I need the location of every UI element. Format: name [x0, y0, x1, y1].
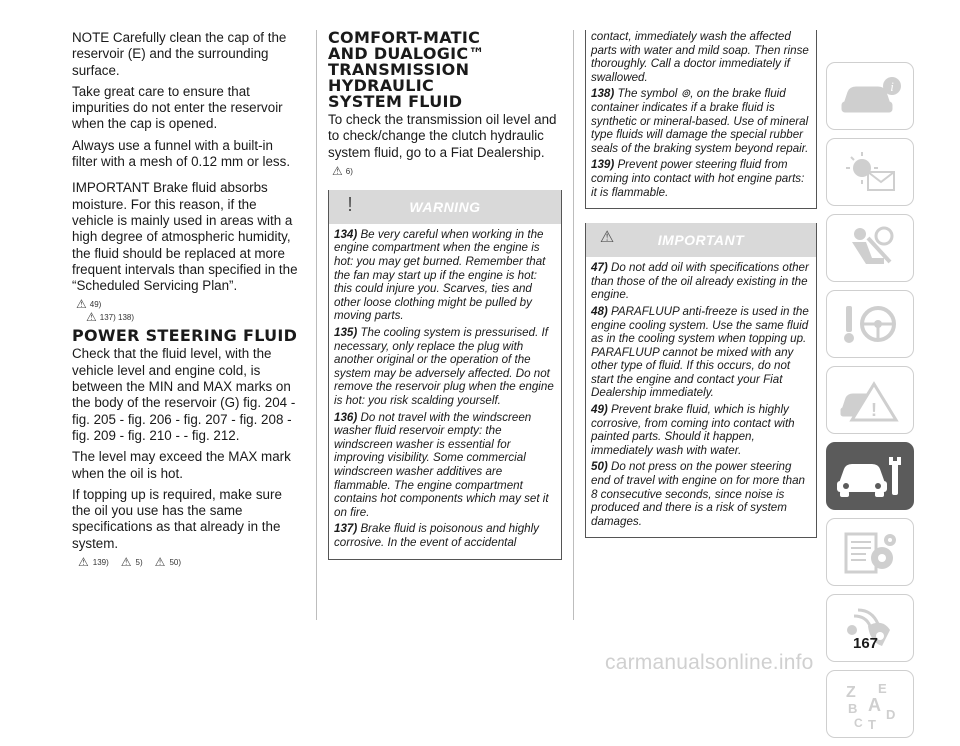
warning-exclamation-icon: !	[347, 193, 353, 216]
svg-text:i: i	[890, 79, 894, 94]
important-item	[591, 261, 811, 302]
item-number: 137)	[334, 522, 358, 536]
airbag-seat-icon	[838, 224, 902, 272]
car-emergency-icon	[838, 376, 902, 424]
important-item	[591, 403, 811, 457]
important-title: IMPORTANT	[657, 232, 745, 249]
item-number: 138)	[591, 87, 615, 101]
svg-text:!: !	[871, 400, 877, 420]
column-1	[72, 30, 300, 570]
reference-marks	[78, 555, 300, 570]
paragraph: Check that the fluid level, with the vehicle level and engine cold, is between the MIN and MAX marks on the body of the reservoir (G) fig. 204 - fig. 205 - fig. 206 - fig. 207 - fig. 208 - fig. 209 - fig. 210 - - fig. 212.	[72, 346, 296, 443]
index-letters-icon	[838, 679, 902, 729]
reference-marks	[332, 163, 562, 178]
reference-number: 6)	[345, 166, 353, 176]
item-text: PARAFLUUP anti-freeze is used in the engine cooling system. Use the same fluid as in the cooling system when topping up. PARAFLUUP cannot be mixed with any other type of fluid. If this occurs, do not start the engine and contact your Fiat Dealership immediately.	[591, 304, 809, 400]
svg-text:T: T	[868, 717, 876, 729]
warning-title: WARNING	[409, 198, 481, 215]
svg-text:E: E	[878, 681, 887, 696]
reference-marks	[76, 297, 300, 312]
important-box-body	[586, 257, 816, 537]
car-warning-icon: ⚠	[332, 163, 343, 178]
column-divider	[316, 30, 317, 620]
page-number: 167	[853, 635, 879, 652]
car-warning-icon: ⚠	[154, 555, 166, 570]
item-text: Be very careful when working in the engine compartment when the engine is hot: you may get burned. Remember that the fan may start up if the engine is hot: this could injure you. Scarves, ties and other loose clothing might be pulled by moving parts.	[334, 227, 546, 323]
reference-number: 49)	[89, 300, 102, 310]
chapter-tab-warning-lights[interactable]	[826, 138, 914, 206]
paragraph: If topping up is required, make sure the oil you use has the same specifications as that already in the system.	[72, 486, 282, 551]
warning-box	[328, 190, 562, 560]
reference-marks	[86, 310, 300, 325]
item-number: 48)	[591, 304, 608, 318]
warning-item	[334, 411, 556, 520]
chapter-tab-emergency[interactable]	[826, 366, 914, 434]
chapter-tab-index[interactable]	[826, 670, 914, 738]
warning-lights-icon	[838, 148, 902, 196]
item-number: 135)	[334, 326, 358, 340]
chapter-tab-maintenance[interactable]	[826, 442, 914, 510]
item-text: Brake fluid is poisonous and highly corrosive. In the event of accidental	[334, 522, 539, 549]
car-warning-icon: ⚠	[599, 229, 615, 247]
paragraph: Always use a funnel with a built-in filter with a mesh of 0.12 mm or less.	[72, 137, 291, 170]
item-text: Do not travel with the windscreen washer fluid reservoir empty: the windscreen washer is essential for improving visibility. Some commercial windscreen washer additives are flammable. The engine compartment contains hot components which may set it on fire.	[334, 410, 549, 519]
warning-triangle-icon: ⚠	[76, 297, 87, 312]
reference-number: 139)	[92, 558, 109, 568]
warning-box-body	[329, 224, 561, 559]
item-text: Prevent power steering fluid from coming into contact with hot engine parts: it is flammable.	[591, 158, 805, 199]
warning-item	[334, 228, 556, 323]
chapter-tab-safety[interactable]	[826, 214, 914, 282]
warning-triangle-icon: ⚠	[78, 555, 89, 570]
warning-triangle-icon: ⚠	[86, 310, 97, 325]
item-text: Do not add oil with specifications other than those of the oil already existing in the engine.	[591, 261, 809, 302]
important-box-header	[586, 223, 816, 257]
column-2	[328, 30, 562, 560]
important-box	[585, 223, 817, 538]
car-warning-icon: ⚠	[120, 555, 132, 570]
reference-number: 137) 138)	[99, 313, 135, 323]
item-number: 136)	[334, 410, 358, 424]
car-maintenance-icon	[835, 451, 905, 501]
svg-text:C: C	[854, 716, 863, 729]
warning-box-header	[329, 190, 561, 224]
item-number: 50)	[591, 460, 608, 474]
section-heading: POWER STEERING FLUID	[72, 326, 298, 346]
item-text: contact, immediately wash the affected parts with water and mild soap. Then rinse thoroughly. Call a doctor immediately if swallowed.	[591, 30, 809, 84]
item-number: 134)	[334, 227, 358, 241]
column-divider	[573, 30, 574, 620]
paragraph: IMPORTANT Brake fluid absorbs moisture. For this reason, if the vehicle is mainly used in areas with a high degree of atmospheric humidity, the fluid should be replaced at more frequent intervals than specified in the “Scheduled Servicing Plan”.	[72, 180, 298, 294]
svg-text:D: D	[886, 707, 896, 722]
steering-wheel-key-icon	[838, 300, 902, 348]
paragraph: Take great care to ensure that impurities do not enter the reservoir when the cap is opened.	[72, 83, 283, 132]
paragraph: To check the transmission oil level and to check/change the clutch hydraulic system fluid, go to a Fiat Dealership.	[328, 112, 557, 160]
item-text: Do not press on the power steering end of travel with engine on for more than 8 consecutive seconds, since noise is produced and there is a risk of system damages.	[591, 460, 805, 528]
paragraph: The level may exceed the MAX mark when the oil is hot.	[72, 449, 291, 481]
chapter-tab-technical-data[interactable]	[826, 518, 914, 586]
important-item	[591, 460, 811, 528]
warning-item	[591, 158, 811, 199]
item-number: 49)	[591, 403, 608, 417]
item-number: 139)	[591, 158, 615, 172]
item-text: The symbol ⊚, on the brake fluid container indicates if a brake fluid is synthetic or mineral-based. Use of mineral type fluids will damage the special rubber seals of the braking system beyond repair.	[591, 87, 809, 155]
item-text: Prevent brake fluid, which is highly corrosive, from coming into contact with painted parts. Should it happen, immediately wash with water.	[591, 403, 795, 457]
chapter-tab-car-info[interactable]	[826, 62, 914, 130]
technical-data-icon	[838, 528, 902, 576]
warning-box-continued	[585, 30, 817, 209]
section-heading: COMFORT-MATIC AND DUALOGIC™ TRANSMISSION HYDRAULIC SYSTEM FLUID	[328, 28, 485, 111]
item-number: 47)	[591, 261, 608, 275]
paragraph: NOTE Carefully clean the cap of the reservoir (E) and the surrounding surface.	[72, 30, 287, 78]
svg-text:B: B	[848, 701, 858, 716]
important-item	[591, 305, 811, 400]
item-text: The cooling system is pressurised. If necessary, only replace the plug with another original or the operation of the system may be adversely affected. Do not remove the reservoir plug when the engine is hot: you risk scalding yourself.	[334, 326, 554, 408]
warning-item	[334, 522, 556, 549]
car-info-icon	[838, 74, 902, 118]
reference-number: 5)	[135, 558, 143, 568]
svg-text:A: A	[868, 695, 881, 715]
footer-watermark: carmanualsonline.info	[605, 651, 814, 674]
chapter-tab-starting-driving[interactable]	[826, 290, 914, 358]
column-3	[585, 30, 817, 538]
warning-item	[334, 326, 556, 408]
svg-text:Z: Z	[846, 684, 856, 701]
warning-item	[591, 87, 811, 155]
reference-number: 50)	[169, 558, 181, 568]
